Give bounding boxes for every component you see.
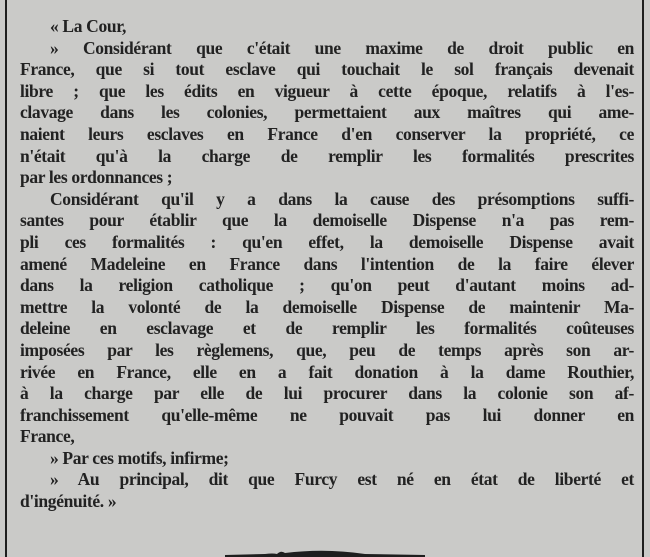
text-line: » Au principal, dit que Furcy est né en état de liberté et [50,469,634,490]
left-column-rule [5,0,7,557]
text-line: n'était qu'à la charge de remplir les formalités prescrites [20,145,634,166]
text-line: santes pour établir que la demoiselle Dispense n'a pas rem- [20,210,634,231]
text-line: par les ordonnances ; [20,167,173,188]
text-line: libre ; que les édits en vigueur à cette époque, relatifs à l'es- [20,80,634,101]
text-line: naient leurs esclaves en France d'en conserver la propriété, ce [20,123,634,144]
text-line: pli ces formalités : qu'en effet, la demoiselle Dispense avait [20,231,634,252]
text-line: France, [20,426,75,447]
text-line: clavage dans les colonies, permettaient aux maîtres qui ame- [20,102,634,123]
text-line: franchissement qu'elle-même ne pouvait pas lui donner en [20,404,634,425]
text-line: France, que si tout esclave qui touchait le sol français devenait [20,59,634,80]
text-line: « La Cour, [50,16,127,36]
text-line: imposées par les règlemens, que, peu de temps après son ar- [20,339,634,360]
text-line: dans la religion catholique ; qu'on peut d'autant moins ad- [20,275,634,296]
right-column-rule [642,0,644,557]
text-line: » Considérant que c'était une maxime de droit public en [50,37,634,58]
text-line: à la charge par elle de lui procurer dans la colonie son af- [20,383,634,404]
section-divider-ornament [225,549,425,557]
text-line: mettre la volonté de la demoiselle Dispense de maintenir Ma- [20,296,634,317]
text-line: d'ingénuité. » [20,491,117,512]
text-line: deleine en esclavage et de remplir les formalités coûteuses [20,318,634,339]
text-line: » Par ces motifs, infirme; [50,447,229,468]
text-line: Considérant qu'il y a dans la cause des présomptions suffi- [50,188,634,209]
text-line: amené Madeleine en France dans l'intention de la faire élever [20,253,634,274]
article-text-column [20,16,634,513]
text-line: rivée en France, elle en a fait donation à la dame Routhier, [20,361,634,382]
